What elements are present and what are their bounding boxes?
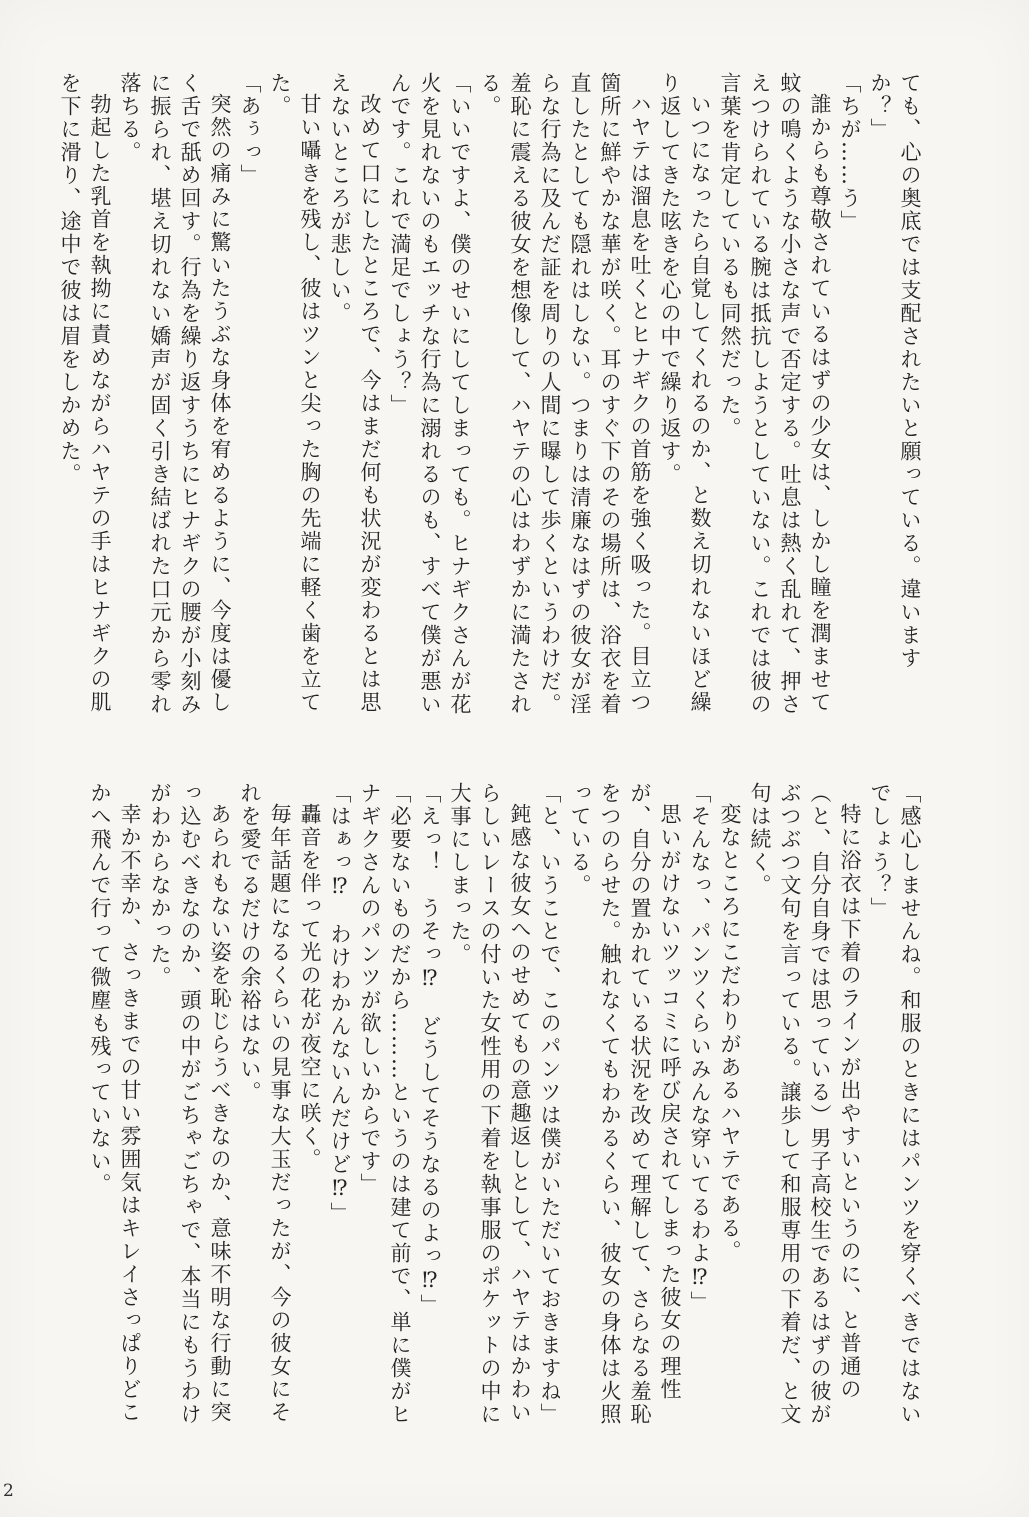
paragraph: 改めて口にしたところで、今はまだ何も状況が変わるとは思えないところが悲しい。 [328,72,382,714]
paragraph: 「と、いうことで、このパンツは僕がいただいておきますね」 [538,782,562,1426]
page-number: 2 [3,1481,14,1501]
paragraph: 勃起した乳首を執拗に責めながらハヤテの手はヒナギクの肌を下に滑り、途中で彼は眉をしかめた。 [58,72,112,714]
paragraph: あられもない姿を恥じらうべきなのか、意味不明な行動に突っ込むべきなのか、頭の中がごちゃごちゃで、本当にもうわけがわからなかった。 [148,782,232,1426]
paragraph: 思いがけないツッコミに呼び戻されてしまった彼女の理性が、自分の置かれている状況を改めて理解して、さらなる羞恥をつのらせた。触れなくてもわかるくらい、彼女の身体は火照っている。 [568,782,682,1426]
paragraph: 「必要ないものだから………というのは建て前で、単に僕がヒナギクさんのパンツが欲しいからです」 [358,782,412,1426]
paragraph: 「いいですよ、僕のせいにしてしまっても。ヒナギクさんが花火を見れないのもエッチな行為に溺れるのも、すべて僕が悪いんです。これで満足でしょう？」 [388,72,472,716]
paragraph: 変なところにこだわりがあるハヤテである。 [718,803,742,1263]
paragraph: ハヤテは溜息を吐くとヒナギクの首筋を強く吸った。目立つ箇所に鮮やかな華が咲く。耳のすぐ下のその場所は、浴衣を着直したとしても隠れはしない。つまりは清廉なはずの彼女が淫らな行為に及んだ証を周りの人間に曝して歩くというわけだ。羞恥に震える彼女を想像して、ハヤテの心はわずかに満たされる。 [478,72,652,716]
paragraph: 誰からも尊敬されているはずの少女は、しかし瞳を潤ませて蚊の鳴くような小さな声で否定する。吐息は熱く乱れて、押さえつけられている腕は抵抗しようとしていない。これでは彼の言葉を肯定しているも同然だった。 [718,72,832,716]
paragraph: いつになったら自覚してくれるのか、と数え切れないほど繰り返してきた呟きを心の中で繰り返す。 [658,72,712,714]
paragraph: 「はぁっ⁉ わけわかんないんだけど⁉」 [328,782,352,1225]
paragraph: 鈍感な彼女へのせめてもの意趣返しとして、ハヤテはかわいらしいレースの付いた女性用の下着を執事服のポケットの中に大事にしまった。 [448,782,532,1426]
paragraph: ても、心の奥底では支配されたいと願っている。違いますか？」 [868,72,922,670]
paragraph: 轟音を伴って光の花が夜空に咲く。 [298,803,322,1171]
paragraph: 「そんなっ、パンツくらいみんな穿いてるわよ⁉」 [688,782,712,1314]
paragraph: 突然の痛みに驚いたうぶな身体を宥めるように、今度は優しく舌で舐め回す。行為を繰り返すうちにヒナギクの腰が小刻みに振られ、堪え切れない嬌声が固く引き結ばれた口元から零れ落ちる。 [118,72,232,716]
paragraph: 「感心しませんね。和服のときにはパンツを穿くべきではないでしょう？」 [868,782,922,1426]
paragraph: 特に浴衣は下着のラインが出やすいというのに、と普通の（と、自分自身では思っている）男子高校生であるはずの彼がぶつぶつ文句を言っている。譲歩して和服専用の下着だ、と文句は続く。 [748,782,862,1426]
paragraph: 幸か不幸か、さっきまでの甘い雰囲気はキレイさっぱりどこかへ飛んで行って微塵も残っていない。 [88,782,142,1424]
paragraph: 甘い囁きを残し、彼はツンと尖った胸の先端に軽く歯を立てた。 [268,72,322,714]
paragraph: 毎年話題になるくらいの見事な大玉だったが、今の彼女にそれを愛でるだけの余裕はない。 [238,782,292,1424]
paragraph: 「あぅっ」 [238,72,262,187]
paragraph: 「えっ！ うそっ⁉ どうしてそうなるのよっ⁉」 [418,782,442,1317]
story-text-block-bottom [85,782,925,1432]
paragraph: 「ちが……う」 [838,72,862,233]
story-text-block-top [55,72,925,718]
